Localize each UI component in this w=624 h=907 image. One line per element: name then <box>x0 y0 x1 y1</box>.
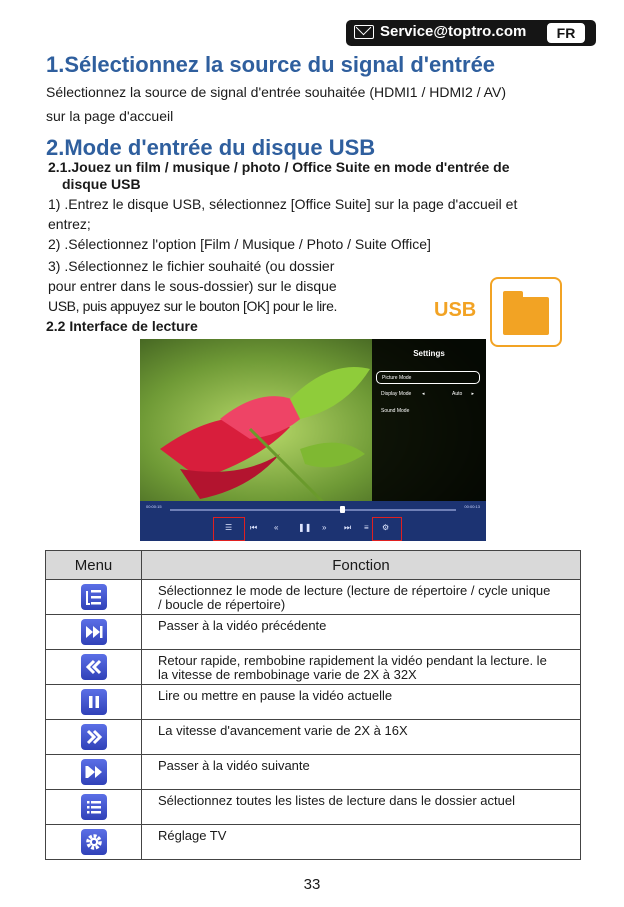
player-control-bar <box>140 501 486 541</box>
page-number: 33 <box>303 876 321 893</box>
pause-icon[interactable]: ❚❚ <box>298 523 312 532</box>
function-table <box>45 550 581 860</box>
section1-title: 1.Sélectionnez la source du signal d'entrée <box>46 52 496 77</box>
table-row: Passer à la vidéo suivante <box>46 755 581 790</box>
table-row: Retour rapide, rembobine rapidement la vidéo pendant la lecture. le la vitesse de rembobinage varie de 2X à 32X <box>46 650 581 685</box>
settings-item-picture-mode[interactable]: Picture Mode <box>376 371 480 384</box>
table-row: Passer à la vidéo précédente <box>46 615 581 650</box>
step2: 2) .Sélectionnez l'option [Film / Musique / Photo / Suite Office] <box>48 236 431 252</box>
section2-title: 2.Mode d'entrée du disque USB <box>46 135 376 160</box>
service-badge <box>346 20 596 46</box>
skip-next-icon <box>81 759 107 785</box>
step1-line1: 1) .Entrez le disque USB, sélectionnez [Office Suite] sur la page d'accueil et <box>48 196 518 212</box>
col-menu: Menu <box>46 551 142 580</box>
rewind-icon <box>81 654 107 680</box>
folder-icon <box>490 277 562 347</box>
skip-previous-icon <box>81 619 107 645</box>
left-arrow-icon: ◂ <box>422 391 425 397</box>
repeat-mode-icon[interactable]: ☰ <box>225 523 233 532</box>
col-function: Fonction <box>142 551 581 580</box>
table-row: Réglage TV <box>46 825 581 860</box>
step3-line2: pour entrer dans le sous-dossier) sur le disque <box>48 278 337 294</box>
pause-icon <box>81 689 107 715</box>
step3-line1: 3) .Sélectionnez le fichier souhaité (ou dossier <box>48 258 335 274</box>
step1-line2: entrez; <box>48 216 91 232</box>
highlight-repeat <box>213 517 245 541</box>
table-row: La vitesse d'avancement varie de 2X à 16X <box>46 720 581 755</box>
progress-knob[interactable] <box>340 506 345 513</box>
progress-track[interactable] <box>170 509 456 511</box>
skip-previous-icon[interactable]: ⏮ <box>250 523 258 532</box>
rewind-icon[interactable]: « <box>274 523 279 532</box>
section1-line1: Sélectionnez la source de signal d'entrée souhaitée (HDMI1 / HDMI2 / AV) <box>46 84 506 100</box>
table-row: Sélectionnez le mode de lecture (lecture de répertoire / cycle unique / boucle de répertoire) <box>46 580 581 615</box>
mail-icon <box>354 25 374 39</box>
fast-forward-icon <box>81 724 107 750</box>
right-arrow-icon: ▸ <box>471 391 474 397</box>
usb-label: USB <box>434 299 477 321</box>
playlist-icon <box>81 794 107 820</box>
player-screenshot <box>140 339 486 541</box>
subsection-2-2-title: 2.2 Interface de lecture <box>46 318 198 334</box>
settings-title: Settings <box>413 349 445 358</box>
table-row: Sélectionnez toutes les listes de lecture dans le dossier actuel <box>46 790 581 825</box>
time-total: 00:00:13 <box>464 504 480 509</box>
highlight-settings <box>372 517 402 541</box>
section1-line2: sur la page d'accueil <box>46 108 174 124</box>
service-email: Service@toptro.com <box>380 23 527 40</box>
settings-item-display-mode[interactable]: Display Mode ◂ Auto ▸ <box>376 388 480 401</box>
repeat-mode-icon <box>81 584 107 610</box>
table-row: Lire ou mettre en pause la vidéo actuelle <box>46 685 581 720</box>
settings-gear-icon <box>81 829 107 855</box>
settings-gear-icon[interactable]: ⚙ <box>382 523 390 532</box>
step3-line3: USB, puis appuyez sur le bouton [OK] pour le lire. <box>48 298 337 314</box>
settings-panel <box>372 339 486 501</box>
settings-item-sound-mode[interactable]: Sound Mode <box>381 408 410 414</box>
language-badge: FR <box>546 22 586 44</box>
subsection-2-1-line2: disque USB <box>62 176 141 192</box>
fast-forward-icon[interactable]: » <box>322 523 327 532</box>
skip-next-icon[interactable]: ⏭ <box>344 523 352 532</box>
playlist-icon[interactable]: ≡ <box>364 523 369 532</box>
subsection-2-1-line1: 2.1.Jouez un film / musique / photo / Office Suite en mode d'entrée de <box>48 159 510 175</box>
time-elapsed: 00:00:15 <box>146 504 162 509</box>
